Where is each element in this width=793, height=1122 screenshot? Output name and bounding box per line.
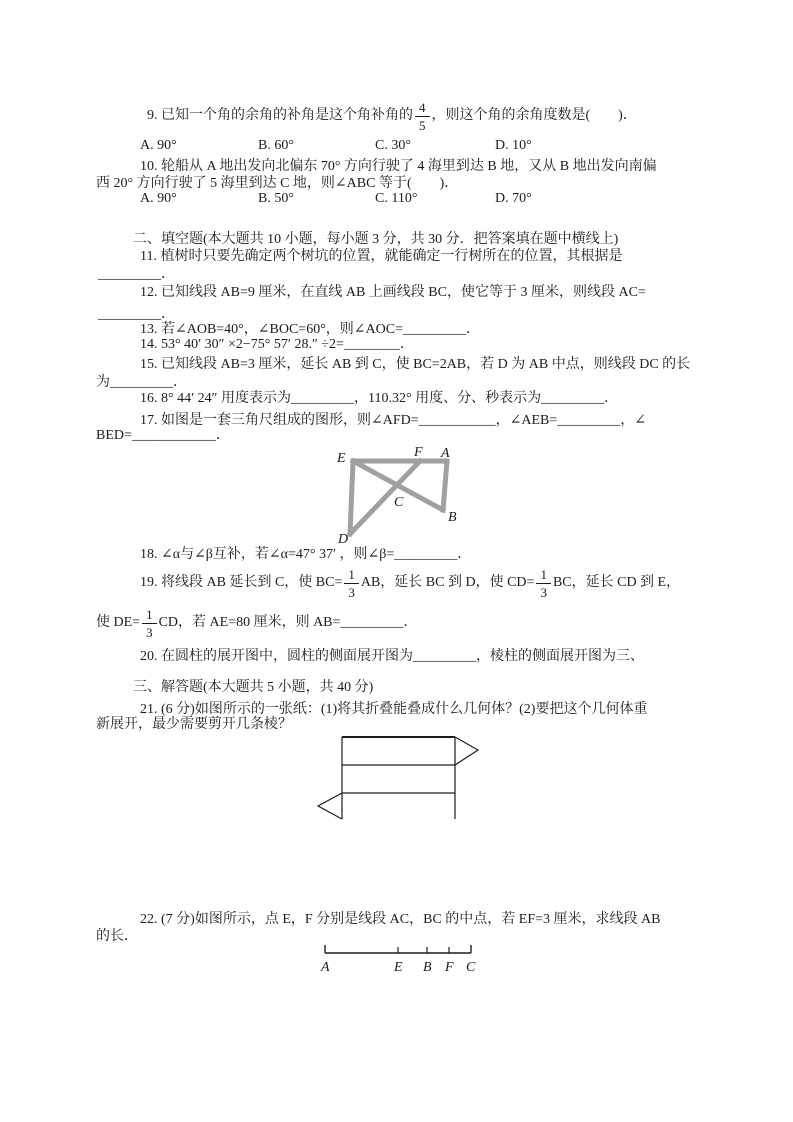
- point-label-F: F: [414, 445, 423, 460]
- point-label-C: C: [394, 495, 404, 510]
- question-9-options: [0, 137, 793, 155]
- question-14-text: 14. 53° 40′ 30″ ×2−75° 57′ 28.″ ÷2=________．: [140, 337, 414, 352]
- ruler-edge-AB: [443, 461, 447, 510]
- question-19-seg4: 使 DE=: [96, 615, 141, 630]
- option-a: A. 90°: [140, 138, 177, 153]
- section-3-header: 三、解答题(本大题共 5 小题，共 40 分): [133, 680, 374, 695]
- option-a: A. 90°: [140, 191, 177, 206]
- question-17-line1: 17. 如图是一套三角尺组成的图形，则∠AFD=___________，∠AEB=_________，∠: [140, 413, 646, 428]
- question-15-line1: 15. 已知线段 AB=3 厘米，延长 AB 到 C，使 BC=2AB，若 D 为 AB 中点，则线段 DC 的长: [140, 357, 691, 372]
- option-b: B. 60°: [258, 138, 294, 153]
- option-d: D. 10°: [495, 138, 532, 153]
- question-16-text: 16. 8° 44′ 24″ 用度表示为_________，110.32° 用度、分、秒表示为_________．: [140, 391, 619, 406]
- question-21-line2: 新展开，最少需要剪开几条棱？: [96, 717, 292, 732]
- question-11-line1: 11. 植树时只要先确定两个树坑的位置，就能确定一行树所在的位置，其根据是: [140, 249, 623, 264]
- question-10-options: [0, 190, 793, 208]
- question-21-line1: 21. (6 分)如图所示的一张纸：(1)将其折叠能叠成什么几何体？(2)要把这个几何体重: [140, 702, 648, 717]
- fraction-four-fifths: [415, 101, 430, 132]
- question-9-text-pre: 9. 已知一个角的余角的补角是这个角补角的: [147, 108, 413, 123]
- question-22-line2: 的长．: [96, 929, 138, 944]
- question-17-line2: BED=____________．: [96, 428, 230, 443]
- fraction-denominator: 5: [419, 117, 426, 133]
- option-b: B. 50°: [258, 191, 294, 206]
- option-c: C. 110°: [375, 191, 418, 206]
- question-9-stem: [147, 97, 637, 135]
- question-9-text-post: ，则这个角的余角度数是( )．: [431, 108, 637, 123]
- section-2-header: 二、填空题(本大题共 10 小题，每小题 3 分，共 30 分．把答案填在题中横线上): [133, 232, 619, 247]
- question-18-text: 18. ∠α与∠β互补，若∠α=47° 37′ ，则∠β=_________．: [140, 547, 472, 562]
- point-label-B: B: [423, 960, 432, 975]
- question-19-seg1: 19. 将线段 AB 延长到 C，使 BC=: [140, 575, 343, 590]
- question-19-line2: [96, 603, 417, 643]
- ruler-edge-DF: [350, 461, 420, 534]
- option-c: C. 30°: [375, 138, 411, 153]
- question-19-seg2: AB，延长 BC 到 D，使 CD=: [360, 575, 535, 590]
- point-label-B: B: [448, 510, 457, 525]
- point-label-E: E: [394, 960, 403, 975]
- triangle-rulers-figure: [330, 440, 470, 548]
- question-10-line1: 10. 轮船从 A 地出发向北偏东 70° 方向行驶了 4 海里到达 B 地，又从 B 地出发向南偏: [140, 159, 657, 174]
- ruler-edge-ED: [350, 461, 353, 534]
- point-label-D: D: [338, 532, 349, 547]
- question-19-line1: [140, 563, 680, 603]
- fraction-denominator: 3: [540, 584, 547, 600]
- question-12-blank: _________．: [98, 307, 175, 322]
- prism-net-figure: [305, 730, 490, 825]
- point-label-E: E: [337, 451, 346, 466]
- question-19-seg3: BC，延长 CD 到 E，: [552, 575, 681, 590]
- fraction-numerator: 1: [536, 568, 551, 584]
- question-20-text: 20. 在圆柱的展开图中，圆柱的侧面展开图为_________，棱柱的侧面展开图为三、: [140, 649, 644, 664]
- option-d: D. 70°: [495, 191, 532, 206]
- fraction-numerator: 1: [344, 568, 359, 584]
- net-right-triangle-flap: [455, 737, 478, 765]
- point-label-A: A: [441, 446, 450, 461]
- fraction-one-third: [536, 568, 551, 599]
- fraction-denominator: 3: [348, 584, 355, 600]
- point-label-C: C: [466, 960, 476, 975]
- fraction-numerator: 1: [142, 608, 157, 624]
- fraction-one-third: [344, 568, 359, 599]
- fraction-denominator: 3: [146, 624, 153, 640]
- net-left-triangle-flap: [318, 793, 342, 819]
- question-22-line1: 22. (7 分)如图所示，点 E，F 分别是线段 AC，BC 的中点，若 EF=3 厘米，求线段 AB: [140, 912, 661, 927]
- point-label-A: A: [321, 960, 330, 975]
- question-12-line1: 12. 已知线段 AB=9 厘米，在直线 AB 上画线段 BC，使它等于 3 厘米，则线段 AC=: [140, 285, 646, 300]
- point-label-F: F: [445, 960, 454, 975]
- segment-line-figure: [315, 940, 485, 978]
- fraction-numerator: 4: [415, 101, 430, 117]
- question-13-text: 13. 若∠AOB=40°，∠BOC=60°，则∠AOC=_________．: [140, 322, 480, 337]
- fraction-one-third: [142, 608, 157, 639]
- question-19-seg5: CD，若 AE=80 厘米，则 AB=_________．: [158, 615, 418, 630]
- question-11-blank: _________．: [98, 267, 175, 282]
- question-10-line2: 西 20° 方向行驶了 5 海里到达 C 地，则∠ABC 等于( )．: [96, 176, 459, 191]
- question-15-line2: 为_________．: [96, 375, 187, 390]
